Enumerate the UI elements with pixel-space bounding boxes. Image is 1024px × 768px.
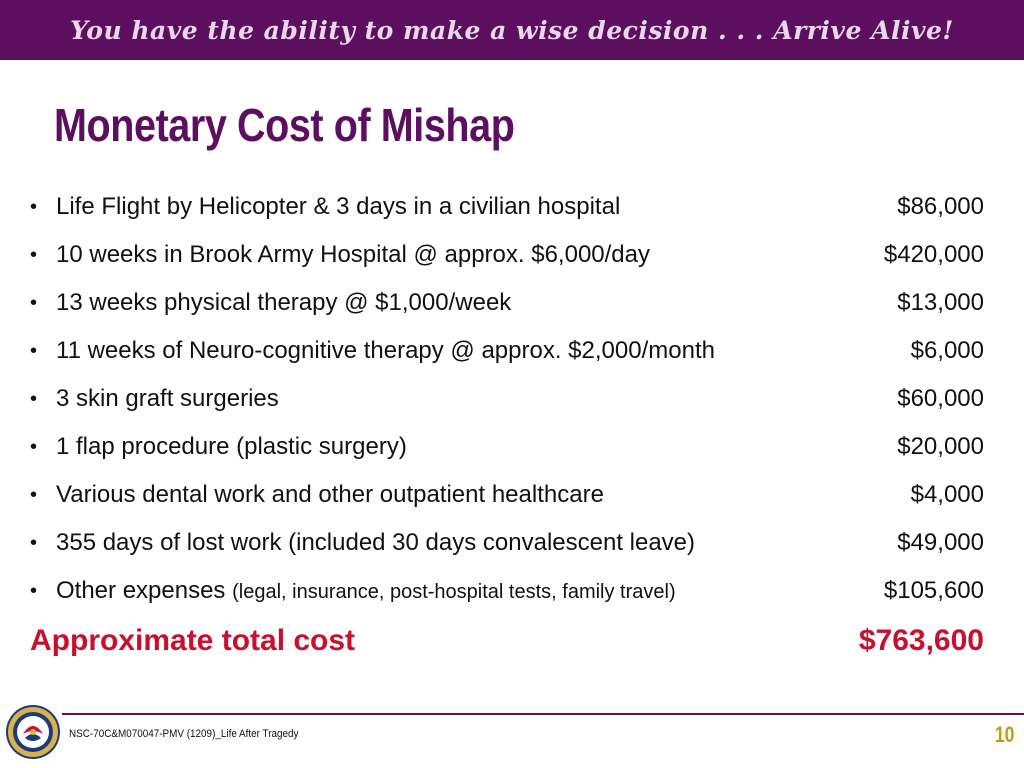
cost-item-text: Life Flight by Helicopter & 3 days in a civilian hospital [56, 193, 621, 220]
bullet-icon: • [30, 387, 38, 410]
cost-item [30, 279, 984, 327]
cost-item-description [56, 385, 897, 413]
cost-list [30, 183, 984, 615]
cost-item [30, 375, 984, 423]
cost-item-text: 355 days of lost work (included 30 days convalescent leave) [56, 529, 696, 556]
cost-item-amount: $13,000 [897, 289, 984, 316]
cost-item-text: 1 flap procedure (plastic surgery) [56, 433, 407, 460]
bullet-icon: • [30, 531, 38, 554]
bullet-icon: • [30, 579, 38, 602]
cost-item-description [56, 289, 897, 317]
cost-item-text: 10 weeks in Brook Army Hospital @ approx. $6,000/day [56, 241, 650, 268]
bullet-icon: • [30, 243, 38, 266]
cost-item-description [56, 241, 884, 269]
cost-item-description [56, 481, 911, 509]
footer-divider [62, 713, 1024, 715]
cost-item [30, 423, 984, 471]
cost-item-text: 3 skin graft surgeries [56, 385, 279, 412]
cost-item-text: Other expenses [56, 577, 233, 604]
cost-item-text: 11 weeks of Neuro-cognitive therapy @ approx. $2,000/month [56, 337, 715, 364]
bullet-icon: • [30, 483, 38, 506]
cost-item [30, 231, 984, 279]
cost-item [30, 183, 984, 231]
bullet-icon: • [30, 435, 38, 458]
cost-item-amount: $6,000 [910, 337, 984, 364]
banner-text: You have the ability to make a wise decision . . . Arrive Alive! [70, 15, 954, 45]
slide-title: Monetary Cost of Mishap [54, 99, 515, 151]
bullet-icon: • [30, 195, 38, 218]
total-label: Approximate total cost [30, 624, 356, 657]
cost-item-text: 13 weeks physical therapy @ $1,000/week [56, 289, 512, 316]
cost-item-amount: $49,000 [897, 529, 984, 556]
top-banner [0, 0, 1024, 60]
cost-item [30, 471, 984, 519]
cost-item-description [56, 193, 897, 221]
cost-item-amount: $60,000 [897, 385, 984, 412]
naval-safety-center-seal-icon [5, 704, 61, 760]
footer-text: NSC-70C&M070047-PMV (1209)_Life After Tragedy [69, 728, 299, 740]
cost-item-amount: $86,000 [897, 193, 984, 220]
cost-item-note: (legal, insurance, post-hospital tests, family travel) [232, 581, 676, 603]
cost-item-description [56, 529, 897, 557]
cost-item [30, 567, 984, 615]
total-row [30, 617, 984, 665]
total-amount: $763,600 [858, 624, 984, 657]
page-number: 10 [994, 722, 1014, 747]
cost-item-description [56, 577, 884, 605]
cost-item [30, 519, 984, 567]
cost-item-amount: $105,600 [883, 577, 984, 604]
cost-item-description [56, 433, 897, 461]
cost-item [30, 327, 984, 375]
cost-item-amount: $420,000 [883, 241, 984, 268]
bullet-icon: • [30, 291, 38, 314]
cost-item-amount: $4,000 [910, 481, 984, 508]
cost-item-amount: $20,000 [897, 433, 984, 460]
bullet-icon: • [30, 339, 38, 362]
cost-item-text: Various dental work and other outpatient healthcare [56, 481, 604, 508]
cost-item-description [56, 337, 911, 365]
